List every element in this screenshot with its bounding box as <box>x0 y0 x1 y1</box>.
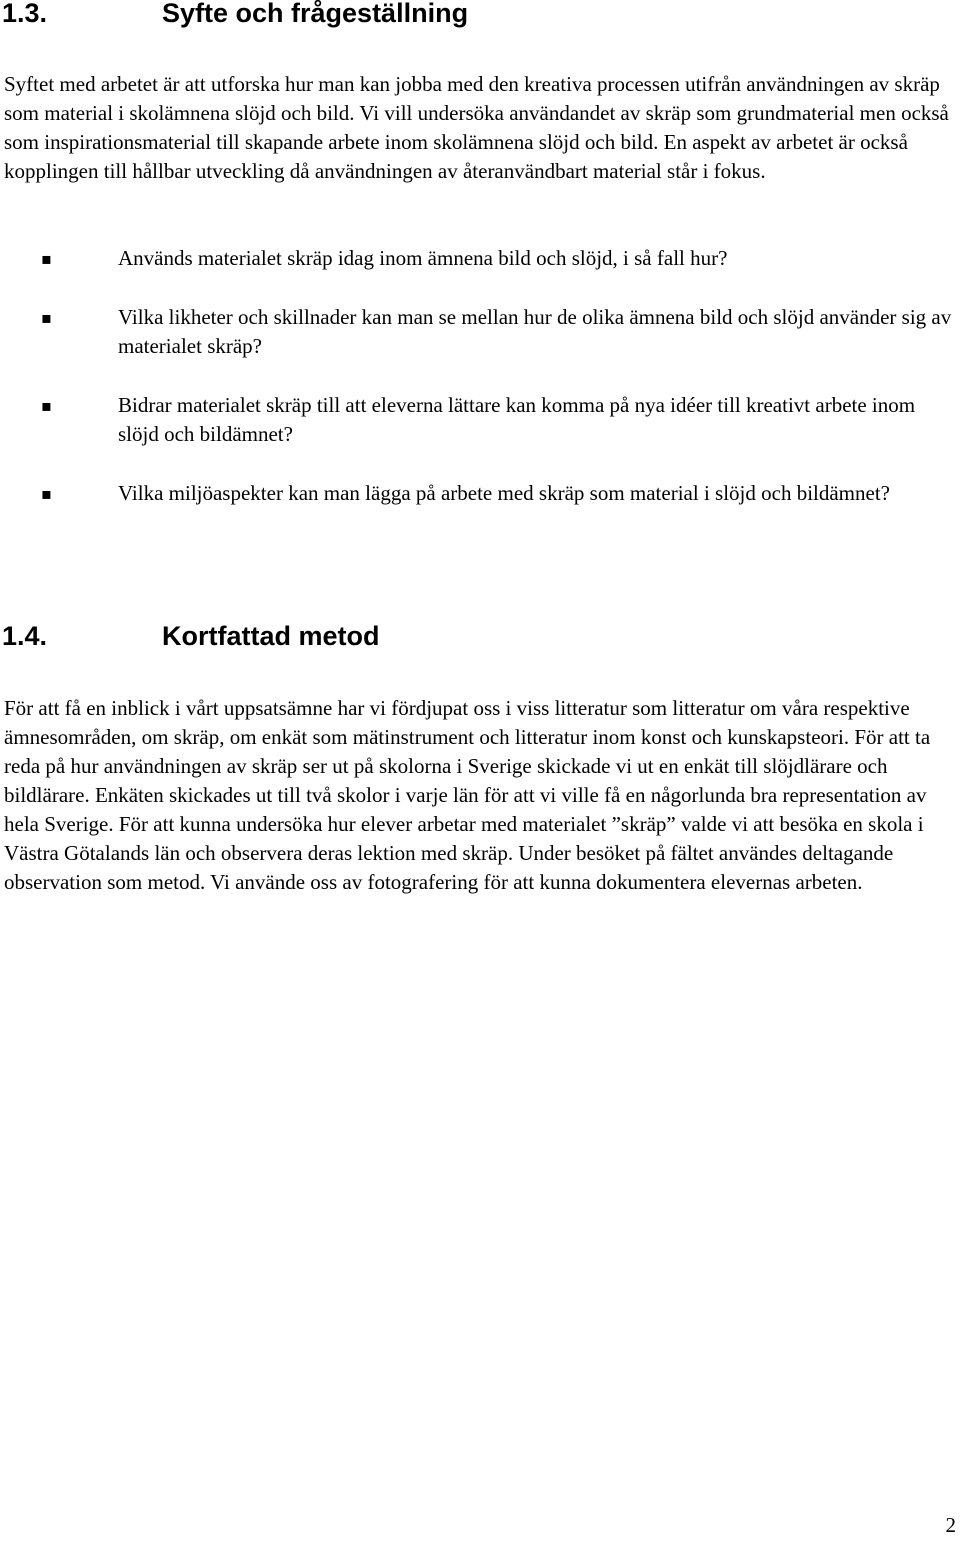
section-heading-metod <box>2 620 380 652</box>
bullet-icon: ▪ <box>41 249 52 268</box>
section-title: Kortfattad metod <box>162 621 380 651</box>
question-text: Vilka miljöaspekter kan man lägga på arbete med skräp som material i slöjd och bildämnet? <box>118 481 890 505</box>
list-item <box>0 303 960 361</box>
bullet-icon: ▪ <box>41 484 52 503</box>
list-item <box>0 244 960 273</box>
list-item <box>0 391 960 449</box>
section-number: 1.4. <box>2 621 48 651</box>
section-heading-syfte <box>2 0 468 29</box>
question-text: Bidrar materialet skräp till att eleverna lättare kan komma på nya idéer till kreativt arbete inom slöjd och bildämnet? <box>118 393 916 446</box>
question-text: Vilka likheter och skillnader kan man se mellan hur de olika ämnena bild och slöjd använder sig av materialet skräp? <box>118 305 952 358</box>
list-item <box>0 479 960 508</box>
section-title: Syfte och frågeställning <box>162 0 469 28</box>
research-questions-list <box>0 244 960 538</box>
purpose-paragraph: Syftet med arbetet är att utforska hur man kan jobba med den kreativa processen utifrån användningen av skräp som material i skolämnena slöjd och bild. Vi vill undersöka användandet av skräp som grundmaterial men också som inspirationsmaterial till skapande arbete inom skolämnena slöjd och bild. En aspekt av arbetet är också kopplingen till hållbar utveckling då användningen av återanvändbart material står i fokus. <box>4 72 949 183</box>
question-text: Används materialet skräp idag inom ämnena bild och slöjd, i så fall hur? <box>118 246 728 270</box>
section-number: 1.3. <box>2 0 48 28</box>
bullet-icon: ▪ <box>41 396 52 415</box>
method-paragraph: För att få en inblick i vårt uppsatsämne har vi fördjupat oss i viss litteratur som litteratur om våra respektive ämnesområden, om skräp, om enkät som mätinstrument och litteratur inom konst och kunskapsteori. För att ta reda på hur användningen av skräp ser ut på skolorna i Sverige skickade vi ut en enkät till slöjdlärare och bildlärare. Enkäten skickades ut till två skolor i varje län för att vi ville få en någorlunda bra representation av hela Sverige. För att kunna undersöka hur elever arbetar med materialet ”skräp” valde vi att besöka en skola i Västra Götalands län och observera deras lektion med skräp. Under besöket på fältet användes deltagande observation som metod. Vi använde oss av fotografering för att kunna dokumentera elevernas arbeten. <box>4 696 931 894</box>
bullet-icon: ▪ <box>41 308 52 327</box>
page-number: 2 <box>945 1513 956 1537</box>
